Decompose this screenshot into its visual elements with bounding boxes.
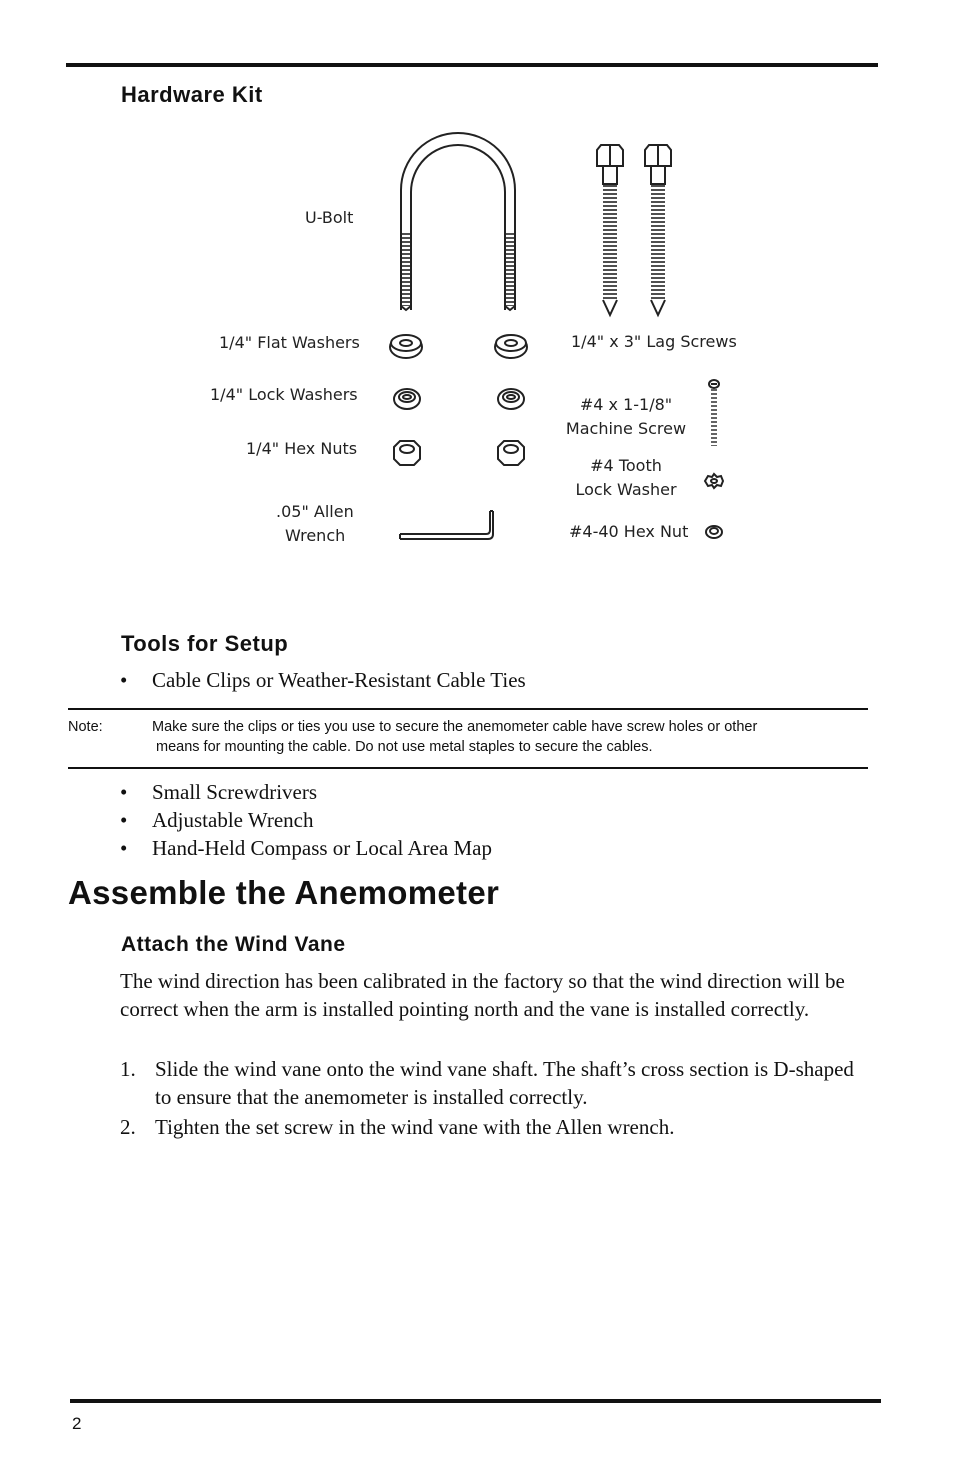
hardware-kit-figure (0, 0, 954, 600)
tools-heading: Tools for Setup (121, 631, 289, 656)
allen-wrench-label-line2: Wrench (285, 526, 346, 545)
tooth-washer-label-line1: #4 Tooth (590, 456, 662, 475)
list-item: • Hand-Held Compass or Local Area Map (120, 834, 492, 862)
allen-wrench-icon (400, 511, 493, 539)
flat-washers-label: 1/4" Flat Washers (219, 333, 360, 352)
allen-wrench-label-line1: .05" Allen (276, 502, 354, 521)
intro-paragraph: The wind direction has been calibrated in the factory so that the wind direction will be correct when the arm is installed pointing north and the vane is installed correctly. (120, 969, 845, 1021)
tools-list-before-note (120, 666, 526, 694)
lag-screw-icon (597, 145, 623, 315)
list-item: • Cable Clips or Weather-Resistant Cable Ties (120, 666, 526, 694)
step-1 (120, 1056, 865, 1111)
note-bottom-rule (68, 767, 868, 769)
note-label: Note: (68, 719, 103, 735)
note-text-line2: means for mounting the cable. Do not use metal staples to secure the cables. (156, 739, 653, 755)
lock-washer-icon (394, 389, 420, 409)
u-bolt-label: U-Bolt (305, 208, 354, 227)
machine-screw-label-line1: #4 x 1-1/8" (579, 395, 673, 414)
step-text: Slide the wind vane onto the wind vane shaft. The shaft’s cross section is D-shaped to ensure that the anemometer is installed correctly. (155, 1057, 854, 1109)
hex-nuts-label: 1/4" Hex Nuts (246, 439, 358, 458)
note-top-rule (68, 708, 868, 710)
hardware-kit-heading: Hardware Kit (121, 82, 263, 107)
flat-washer-icon (495, 335, 527, 358)
lock-washers-label: 1/4" Lock Washers (210, 385, 358, 404)
step-2 (120, 1114, 865, 1142)
subsection-heading: Attach the Wind Vane (121, 933, 346, 956)
u-bolt-icon (401, 133, 515, 310)
list-item: • Adjustable Wrench (120, 806, 492, 834)
step-number: 2. (120, 1115, 136, 1139)
step-number: 1. (120, 1057, 136, 1081)
step-text: Tighten the set screw in the wind vane with the Allen wrench. (155, 1115, 675, 1139)
footer-rule (70, 1399, 881, 1403)
note-text-line1: Make sure the clips or ties you use to secure the anemometer cable have screw holes or other (152, 719, 758, 735)
tools-list-after-note (120, 778, 492, 862)
section-heading: Assemble the Anemometer (68, 874, 500, 911)
hardware-illustration (0, 0, 954, 600)
hex-nut-icon (394, 441, 420, 465)
hex-nut-icon (498, 441, 524, 465)
tooth-washer-label-line2: Lock Washer (575, 480, 677, 499)
flat-washer-icon (390, 335, 422, 358)
machine-screw-label-line2: Machine Screw (565, 419, 687, 438)
tooth-washer-icon (705, 474, 723, 488)
small-hex-nut-icon (706, 526, 722, 538)
lock-washer-icon (498, 389, 524, 409)
machine-screw-icon (709, 380, 719, 446)
list-item: • Small Screwdrivers (120, 778, 492, 806)
page-number: 2 (72, 1414, 82, 1433)
lag-screws-label: 1/4" x 3" Lag Screws (571, 332, 737, 351)
hex-nut-440-label: #4-40 Hex Nut (569, 522, 689, 541)
lag-screw-icon (645, 145, 671, 315)
